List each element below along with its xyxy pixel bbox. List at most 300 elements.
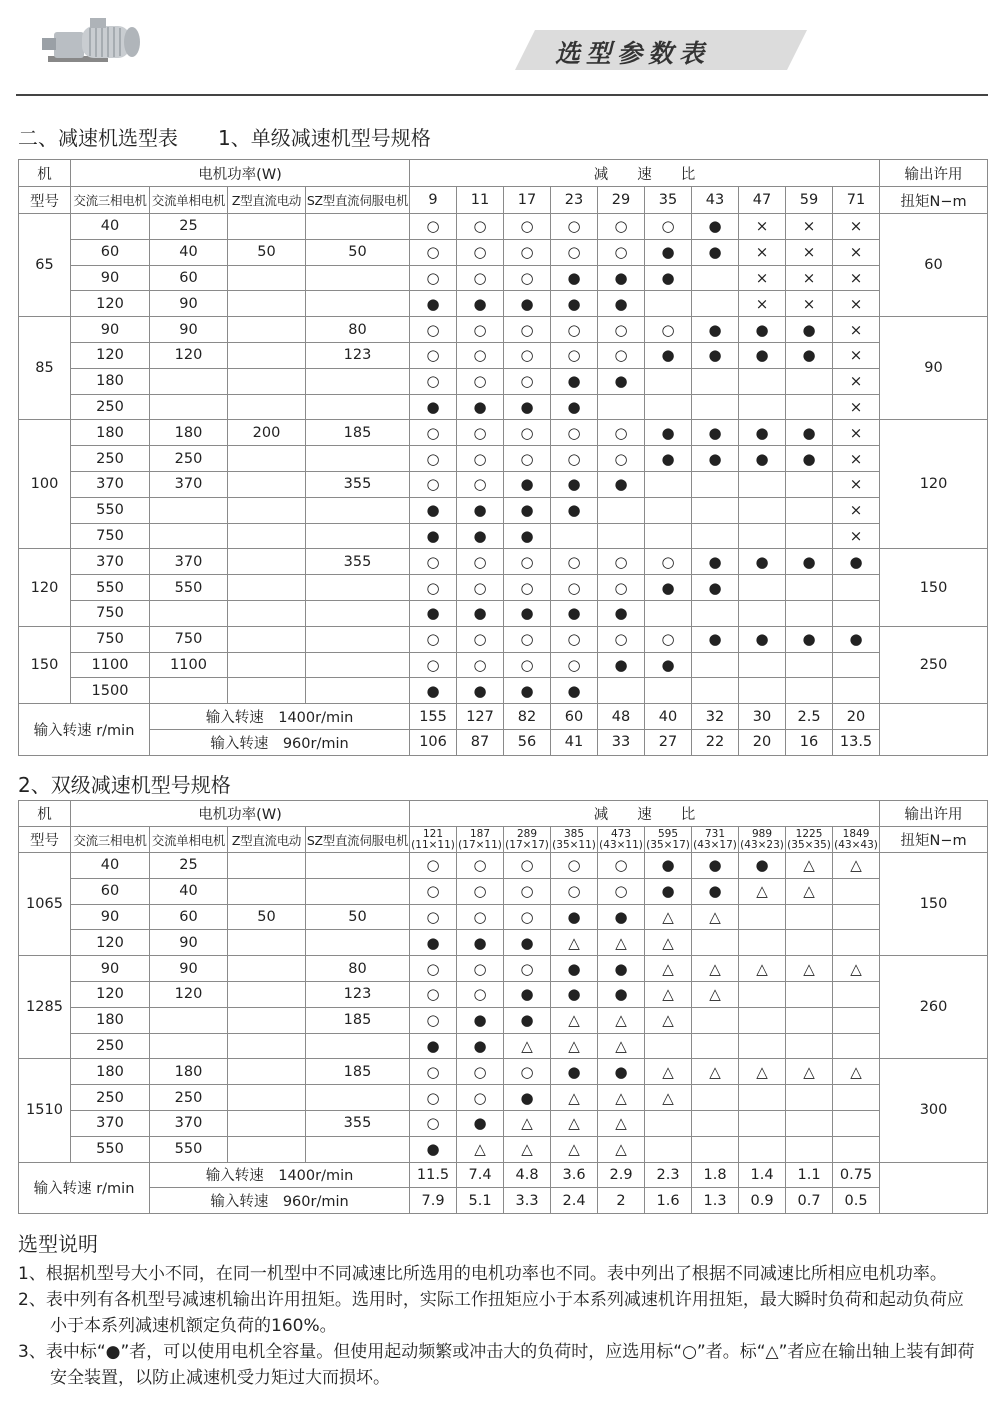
power-3phase-cell: 180 [71, 1007, 150, 1033]
capacity-symbol-cell [739, 652, 786, 678]
power-sz-servo-cell [306, 626, 410, 652]
capacity-symbol-cell: ○ [457, 956, 504, 982]
capacity-symbol-cell [645, 368, 692, 394]
capacity-symbol-cell: ● [457, 523, 504, 549]
capacity-symbol-cell: ● [692, 549, 739, 575]
capacity-symbol-cell: ● [598, 652, 645, 678]
capacity-symbol-cell: ○ [410, 1110, 457, 1136]
power-1phase-cell [150, 497, 228, 523]
output-speed-cell: 2.4 [551, 1188, 598, 1214]
power-sz-servo-cell [306, 1085, 410, 1111]
power-sz-servo-cell: 123 [306, 342, 410, 368]
torque-cell: 120 [880, 420, 988, 549]
capacity-symbol-cell [692, 1007, 739, 1033]
capacity-symbol-cell: × [786, 214, 833, 240]
output-speed-cell: 82 [504, 704, 551, 730]
power-sz-servo-cell [306, 652, 410, 678]
capacity-symbol-cell [786, 394, 833, 420]
output-speed-cell: 1.8 [692, 1162, 739, 1188]
output-speed-cell: 2 [598, 1188, 645, 1214]
capacity-symbol-cell: × [833, 446, 880, 472]
ratio-column-header: 9 [410, 187, 457, 214]
torque-cell: 250 [880, 626, 988, 703]
ratio-column-header: 43 [692, 187, 739, 214]
capacity-symbol-cell [645, 394, 692, 420]
ratio-breakdown: (35×17) [646, 838, 690, 851]
output-speed-cell: 48 [598, 704, 645, 730]
capacity-symbol-cell: ○ [598, 446, 645, 472]
capacity-symbol-cell: ○ [457, 853, 504, 879]
ratio-value: 1225 [795, 827, 823, 840]
capacity-symbol-cell: △ [598, 1085, 645, 1111]
capacity-symbol-cell: ● [457, 291, 504, 317]
capacity-symbol-cell [645, 523, 692, 549]
power-z-dc-cell [228, 1033, 306, 1059]
capacity-symbol-cell: ○ [551, 575, 598, 601]
power-3phase-cell: 250 [71, 1085, 150, 1111]
torque-cell: 150 [880, 549, 988, 626]
gear-motor-icon [40, 12, 150, 72]
capacity-symbol-cell [739, 981, 786, 1007]
capacity-symbol-cell: ○ [457, 904, 504, 930]
table-row [19, 497, 988, 523]
capacity-symbol-cell: △ [645, 1085, 692, 1111]
capacity-symbol-cell: ● [645, 420, 692, 446]
capacity-symbol-cell [598, 678, 645, 704]
output-speed-cell: 16 [786, 729, 833, 755]
capacity-symbol-cell: ○ [645, 549, 692, 575]
ratio-column-header: 29 [598, 187, 645, 214]
capacity-symbol-cell: ● [598, 956, 645, 982]
table-row [19, 394, 988, 420]
capacity-symbol-cell: ● [692, 214, 739, 240]
capacity-symbol-cell: ● [457, 930, 504, 956]
capacity-symbol-cell: ○ [457, 214, 504, 240]
ratio-column-header [598, 827, 645, 853]
capacity-symbol-cell: △ [833, 853, 880, 879]
torque-cell: 300 [880, 1059, 988, 1162]
power-1phase-cell: 370 [150, 471, 228, 497]
capacity-symbol-cell: ○ [410, 904, 457, 930]
capacity-symbol-cell: △ [692, 981, 739, 1007]
capacity-symbol-cell: ● [457, 600, 504, 626]
output-speed-cell: 20 [833, 704, 880, 730]
power-3phase-cell: 60 [71, 239, 150, 265]
capacity-symbol-cell: ● [833, 626, 880, 652]
capacity-symbol-cell: × [833, 420, 880, 446]
single-stage-title: 1、单级减速机型号规格 [218, 126, 431, 150]
capacity-symbol-cell: ○ [457, 549, 504, 575]
capacity-symbol-cell: ○ [645, 626, 692, 652]
output-speed-cell: 4.8 [504, 1162, 551, 1188]
power-type-header: SZ型直流伺服电机 [306, 187, 410, 214]
power-z-dc-cell [228, 497, 306, 523]
power-sz-servo-cell: 355 [306, 549, 410, 575]
ratio-header: 减 速 比 [410, 160, 880, 187]
capacity-symbol-cell: ○ [504, 956, 551, 982]
capacity-symbol-cell: × [833, 497, 880, 523]
capacity-symbol-cell: ● [504, 981, 551, 1007]
model-cell: 1065 [19, 853, 71, 956]
speed-row [19, 1188, 988, 1214]
table-row [19, 1110, 988, 1136]
torque-cell: 260 [880, 956, 988, 1059]
model-cell: 1510 [19, 1059, 71, 1162]
capacity-symbol-cell: ● [551, 265, 598, 291]
capacity-symbol-cell: × [833, 471, 880, 497]
capacity-symbol-cell: △ [457, 1136, 504, 1162]
capacity-symbol-cell: ● [786, 549, 833, 575]
table-row [19, 1033, 988, 1059]
capacity-symbol-cell: ● [833, 549, 880, 575]
capacity-symbol-cell: ○ [504, 214, 551, 240]
capacity-symbol-cell: △ [504, 1110, 551, 1136]
capacity-symbol-cell: × [833, 239, 880, 265]
capacity-symbol-cell: △ [645, 930, 692, 956]
ratio-breakdown: (11×11) [411, 838, 455, 851]
capacity-symbol-cell [739, 497, 786, 523]
capacity-symbol-cell: △ [786, 878, 833, 904]
capacity-symbol-cell: ○ [410, 626, 457, 652]
capacity-symbol-cell: ○ [551, 549, 598, 575]
capacity-symbol-cell: ○ [410, 471, 457, 497]
capacity-symbol-cell [786, 575, 833, 601]
capacity-symbol-cell [645, 1033, 692, 1059]
capacity-symbol-cell [692, 523, 739, 549]
capacity-symbol-cell: △ [598, 1110, 645, 1136]
power-3phase-cell: 90 [71, 265, 150, 291]
capacity-symbol-cell [598, 394, 645, 420]
ratio-column-header: 23 [551, 187, 598, 214]
capacity-symbol-cell: × [786, 239, 833, 265]
capacity-symbol-cell: △ [551, 1007, 598, 1033]
capacity-symbol-cell [645, 1110, 692, 1136]
power-1phase-cell: 90 [150, 317, 228, 343]
capacity-symbol-cell [833, 1110, 880, 1136]
capacity-symbol-cell: △ [692, 956, 739, 982]
torque-header-bottom: 扭矩N−m [880, 187, 988, 214]
power-3phase-cell: 40 [71, 853, 150, 879]
power-1phase-cell [150, 678, 228, 704]
model-header-top: 机 [19, 801, 71, 827]
power-type-header: 交流单相电机 [150, 187, 228, 214]
ratio-breakdown: (17×11) [458, 838, 502, 851]
power-1phase-cell: 90 [150, 956, 228, 982]
capacity-symbol-cell: ● [645, 239, 692, 265]
header-row [19, 160, 988, 187]
capacity-symbol-cell: ● [410, 291, 457, 317]
capacity-symbol-cell [833, 981, 880, 1007]
power-3phase-cell: 90 [71, 956, 150, 982]
capacity-symbol-cell: ● [551, 981, 598, 1007]
output-speed-cell: 127 [457, 704, 504, 730]
capacity-symbol-cell: ○ [598, 239, 645, 265]
capacity-symbol-cell [739, 678, 786, 704]
capacity-symbol-cell [739, 1136, 786, 1162]
power-1phase-cell: 40 [150, 878, 228, 904]
capacity-symbol-cell: ○ [504, 1059, 551, 1085]
capacity-symbol-cell: △ [739, 1059, 786, 1085]
ratio-column-header: 47 [739, 187, 786, 214]
capacity-symbol-cell: ○ [457, 446, 504, 472]
notes-title: 选型说明 [18, 1232, 98, 1256]
capacity-symbol-cell: ● [692, 853, 739, 879]
model-cell: 1285 [19, 956, 71, 1059]
power-z-dc-cell [228, 394, 306, 420]
model-cell: 150 [19, 626, 71, 703]
capacity-symbol-cell: ● [692, 317, 739, 343]
capacity-symbol-cell: ○ [410, 446, 457, 472]
capacity-symbol-cell [692, 600, 739, 626]
capacity-symbol-cell [786, 1136, 833, 1162]
power-1phase-cell: 90 [150, 291, 228, 317]
power-3phase-cell: 550 [71, 575, 150, 601]
capacity-symbol-cell [692, 1085, 739, 1111]
capacity-symbol-cell: ○ [551, 214, 598, 240]
power-3phase-cell: 120 [71, 291, 150, 317]
capacity-symbol-cell: ○ [598, 342, 645, 368]
power-z-dc-cell [228, 1110, 306, 1136]
capacity-symbol-cell: ● [457, 1033, 504, 1059]
output-speed-cell: 106 [410, 729, 457, 755]
power-sz-servo-cell: 185 [306, 1059, 410, 1085]
output-speed-cell: 3.6 [551, 1162, 598, 1188]
table-row [19, 878, 988, 904]
output-speed-cell: 22 [692, 729, 739, 755]
capacity-symbol-cell: ○ [457, 878, 504, 904]
capacity-symbol-cell: ● [645, 446, 692, 472]
torque-header-bottom: 扭矩N−m [880, 827, 988, 853]
output-speed-cell: 7.4 [457, 1162, 504, 1188]
capacity-symbol-cell: ○ [504, 446, 551, 472]
power-sz-servo-cell [306, 394, 410, 420]
double-stage-title: 2、双级减速机型号规格 [18, 773, 231, 797]
table-row [19, 1007, 988, 1033]
capacity-symbol-cell: ● [692, 342, 739, 368]
capacity-symbol-cell: ○ [410, 575, 457, 601]
capacity-symbol-cell [833, 1085, 880, 1111]
model-header-bottom: 型号 [19, 827, 71, 853]
ratio-column-header [786, 827, 833, 853]
power-sz-servo-cell: 355 [306, 471, 410, 497]
capacity-symbol-cell [786, 600, 833, 626]
capacity-symbol-cell [692, 265, 739, 291]
capacity-symbol-cell: ○ [551, 239, 598, 265]
ratio-breakdown: (17×17) [505, 838, 549, 851]
power-1phase-cell [150, 1007, 228, 1033]
capacity-symbol-cell: ● [551, 471, 598, 497]
output-speed-cell: 3.3 [504, 1188, 551, 1214]
speed-1400-label: 输入转速 1400r/min [150, 1162, 410, 1188]
note-item: 2、表中列有各机型号减速机输出许用扭矩。选用时，实际工作扭矩应小于本系列减速机许用扭矩，最大瞬时负荷和起动负荷应小于本系列减速机额定负荷的160%。 [18, 1290, 964, 1336]
power-sz-servo-cell: 80 [306, 956, 410, 982]
capacity-symbol-cell: ● [739, 626, 786, 652]
capacity-symbol-cell [833, 652, 880, 678]
power-sz-servo-cell [306, 291, 410, 317]
capacity-symbol-cell: ○ [504, 420, 551, 446]
power-3phase-cell: 250 [71, 1033, 150, 1059]
output-speed-cell: 155 [410, 704, 457, 730]
speed-960-label: 输入转速 960r/min [150, 1188, 410, 1214]
speed-label-cell: 输入转速 r/min [19, 1162, 150, 1214]
capacity-symbol-cell: ○ [504, 904, 551, 930]
power-sz-servo-cell [306, 878, 410, 904]
section-heading [18, 122, 471, 151]
capacity-symbol-cell: ● [692, 420, 739, 446]
power-z-dc-cell [228, 1136, 306, 1162]
ratio-value: 473 [611, 827, 632, 840]
power-z-dc-cell [228, 342, 306, 368]
capacity-symbol-cell: △ [786, 956, 833, 982]
power-sz-servo-cell [306, 575, 410, 601]
capacity-symbol-cell: △ [598, 1136, 645, 1162]
ratio-value: 187 [470, 827, 491, 840]
ratio-value: 595 [658, 827, 679, 840]
capacity-symbol-cell [786, 1085, 833, 1111]
capacity-symbol-cell: △ [504, 1033, 551, 1059]
ratio-breakdown: (43×11) [599, 838, 643, 851]
capacity-symbol-cell: ○ [457, 981, 504, 1007]
ratio-header: 减 速 比 [410, 801, 880, 827]
power-z-dc-cell [228, 626, 306, 652]
capacity-symbol-cell: △ [551, 1033, 598, 1059]
capacity-symbol-cell: ● [645, 652, 692, 678]
capacity-symbol-cell: ○ [410, 317, 457, 343]
capacity-symbol-cell: ○ [457, 368, 504, 394]
power-3phase-cell: 40 [71, 214, 150, 240]
model-header-bottom: 型号 [19, 187, 71, 214]
capacity-symbol-cell: ● [598, 904, 645, 930]
capacity-symbol-cell: ● [551, 678, 598, 704]
capacity-symbol-cell [786, 523, 833, 549]
capacity-symbol-cell [692, 678, 739, 704]
capacity-symbol-cell: ○ [457, 471, 504, 497]
ratio-column-header: 17 [504, 187, 551, 214]
ratio-breakdown: (35×35) [787, 838, 831, 851]
output-speed-cell: 2.5 [786, 704, 833, 730]
power-1phase-cell: 750 [150, 626, 228, 652]
table-row [19, 1085, 988, 1111]
power-3phase-cell: 120 [71, 930, 150, 956]
output-speed-cell: 1.1 [786, 1162, 833, 1188]
power-1phase-cell: 60 [150, 265, 228, 291]
power-z-dc-cell [228, 265, 306, 291]
torque-cell: 150 [880, 853, 988, 956]
capacity-symbol-cell: ● [457, 394, 504, 420]
torque-cell: 60 [880, 214, 988, 317]
table-row [19, 904, 988, 930]
ratio-column-header [645, 827, 692, 853]
table-row [19, 446, 988, 472]
capacity-symbol-cell: △ [692, 1059, 739, 1085]
capacity-symbol-cell: ○ [457, 265, 504, 291]
capacity-symbol-cell: ○ [410, 239, 457, 265]
capacity-symbol-cell [786, 981, 833, 1007]
output-speed-cell: 1.6 [645, 1188, 692, 1214]
capacity-symbol-cell: ● [786, 446, 833, 472]
ratio-value: 385 [564, 827, 585, 840]
capacity-symbol-cell: × [739, 291, 786, 317]
power-sz-servo-cell [306, 853, 410, 879]
note-item: 1、根据机型号大小不同，在同一机型中不同减速比所选用的电机功率也不同。表中列出了根据不同减速比所相应电机功率。 [18, 1264, 947, 1284]
power-1phase-cell: 25 [150, 214, 228, 240]
capacity-symbol-cell: ● [504, 291, 551, 317]
power-z-dc-cell [228, 678, 306, 704]
capacity-symbol-cell: ○ [645, 214, 692, 240]
power-3phase-cell: 370 [71, 471, 150, 497]
double-stage-table [18, 800, 988, 1214]
capacity-symbol-cell: ○ [457, 317, 504, 343]
power-z-dc-cell [228, 1059, 306, 1085]
capacity-symbol-cell [786, 471, 833, 497]
capacity-symbol-cell: × [833, 291, 880, 317]
table-row [19, 600, 988, 626]
capacity-symbol-cell: ● [410, 394, 457, 420]
power-z-dc-cell [228, 878, 306, 904]
power-sz-servo-cell [306, 1136, 410, 1162]
capacity-symbol-cell [833, 1033, 880, 1059]
power-sz-servo-cell: 185 [306, 1007, 410, 1033]
capacity-symbol-cell: △ [645, 981, 692, 1007]
capacity-symbol-cell: × [833, 214, 880, 240]
ratio-column-header [457, 827, 504, 853]
capacity-symbol-cell: ● [645, 575, 692, 601]
output-speed-cell: 41 [551, 729, 598, 755]
capacity-symbol-cell: △ [645, 1059, 692, 1085]
power-1phase-cell [150, 1033, 228, 1059]
power-1phase-cell [150, 368, 228, 394]
power-3phase-cell: 180 [71, 1059, 150, 1085]
power-3phase-cell: 90 [71, 317, 150, 343]
capacity-symbol-cell: ● [739, 853, 786, 879]
power-1phase-cell: 1100 [150, 652, 228, 678]
output-speed-cell: 60 [551, 704, 598, 730]
table-row [19, 678, 988, 704]
power-3phase-cell: 370 [71, 1110, 150, 1136]
power-z-dc-cell [228, 446, 306, 472]
section-title: 二、减速机选型表 [18, 126, 178, 150]
table-row [19, 317, 988, 343]
capacity-symbol-cell: ○ [504, 652, 551, 678]
capacity-symbol-cell: ● [739, 317, 786, 343]
capacity-symbol-cell [692, 497, 739, 523]
header-row [19, 187, 988, 214]
power-z-dc-cell [228, 600, 306, 626]
speed-row [19, 704, 988, 730]
power-3phase-cell: 550 [71, 497, 150, 523]
capacity-symbol-cell: ● [551, 368, 598, 394]
capacity-symbol-cell: ● [504, 471, 551, 497]
capacity-symbol-cell: △ [598, 1007, 645, 1033]
capacity-symbol-cell [645, 1136, 692, 1162]
table-row [19, 1059, 988, 1085]
capacity-symbol-cell: ● [645, 878, 692, 904]
capacity-symbol-cell: ● [739, 420, 786, 446]
output-speed-cell: 30 [739, 704, 786, 730]
capacity-symbol-cell: ○ [410, 265, 457, 291]
output-speed-cell: 5.1 [457, 1188, 504, 1214]
capacity-symbol-cell [739, 1085, 786, 1111]
capacity-symbol-cell: ○ [504, 626, 551, 652]
power-type-header: 交流三相电机 [71, 187, 150, 214]
power-1phase-cell: 25 [150, 853, 228, 879]
power-sz-servo-cell: 50 [306, 239, 410, 265]
capacity-symbol-cell: ● [598, 1059, 645, 1085]
capacity-symbol-cell: ● [598, 291, 645, 317]
power-z-dc-cell [228, 1085, 306, 1111]
power-sz-servo-cell [306, 600, 410, 626]
ratio-column-header [739, 827, 786, 853]
